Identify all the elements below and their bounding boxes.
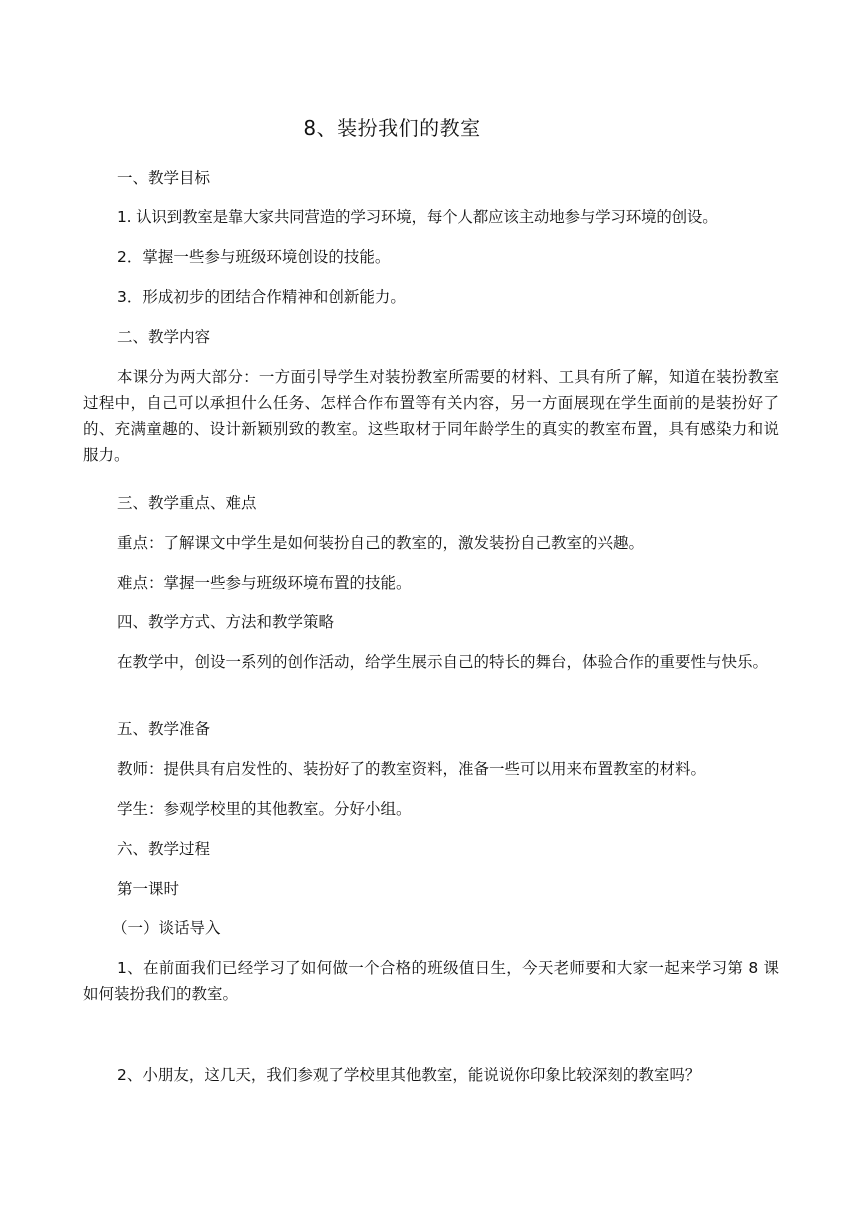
section-heading-objectives: 一、教学目标 [117, 169, 211, 187]
section-heading-methods: 四、教学方式、方法和教学策略 [117, 613, 335, 631]
document-title: 8、装扮我们的教室 [303, 116, 481, 140]
difficulty-text: 难点：掌握一些参与班级环境布置的技能。 [117, 574, 412, 592]
section-heading-key-points: 三、教学重点、难点 [117, 494, 257, 512]
key-point-text: 重点：了解课文中学生是如何装扮自己的教室的，激发装扮自己教室的兴趣。 [117, 534, 645, 552]
student-preparation: 学生：参观学校里的其他教室。分好小组。 [117, 800, 412, 818]
teacher-preparation: 教师：提供具有启发性的、装扮好了的教室资料，准备一些可以用来布置教室的材料。 [117, 760, 707, 778]
lesson-label: 第一课时 [117, 880, 180, 898]
objective-item-3: 3．形成初步的团结合作精神和创新能力。 [117, 288, 406, 306]
subsection-heading-intro: （一）谈话导入 [112, 919, 221, 937]
section-heading-preparation: 五、教学准备 [117, 720, 211, 738]
content-paragraph: 本课分为两大部分：一方面引导学生对装扮教室所需要的材料、工具有所了解，知道在装扮教室过程中，自己可以承担什么任务、怎样合作布置等有关内容，另一方面展现在学生面前的是装扮好了的、充满童趣的、设计新颖别致的教室。这些取材于同年龄学生的真实的教室布置，具有感染力和说服力。 [83, 368, 779, 464]
section-heading-process: 六、教学过程 [117, 840, 211, 858]
section-heading-content: 二、教学内容 [117, 328, 211, 346]
process-paragraph-1: 1、在前面我们已经学习了如何做一个合格的班级值日生，今天老师要和大家一起来学习第 8 课如何装扮我们的教室。 [83, 959, 779, 1003]
process-paragraph-2: 2、小朋友，这几天，我们参观了学校里其他教室，能说说你印象比较深刻的教室吗？ [117, 1066, 701, 1084]
objective-item-2: 2．掌握一些参与班级环境创设的技能。 [117, 248, 391, 266]
objective-item-1: 1. 认识到教室是靠大家共同营造的学习环境，每个人都应该主动地参与学习环境的创设。 [117, 208, 718, 226]
methods-paragraph: 在教学中，创设一系列的创作活动，给学生展示自己的特长的舞台，体验合作的重要性与快乐。 [117, 653, 769, 671]
